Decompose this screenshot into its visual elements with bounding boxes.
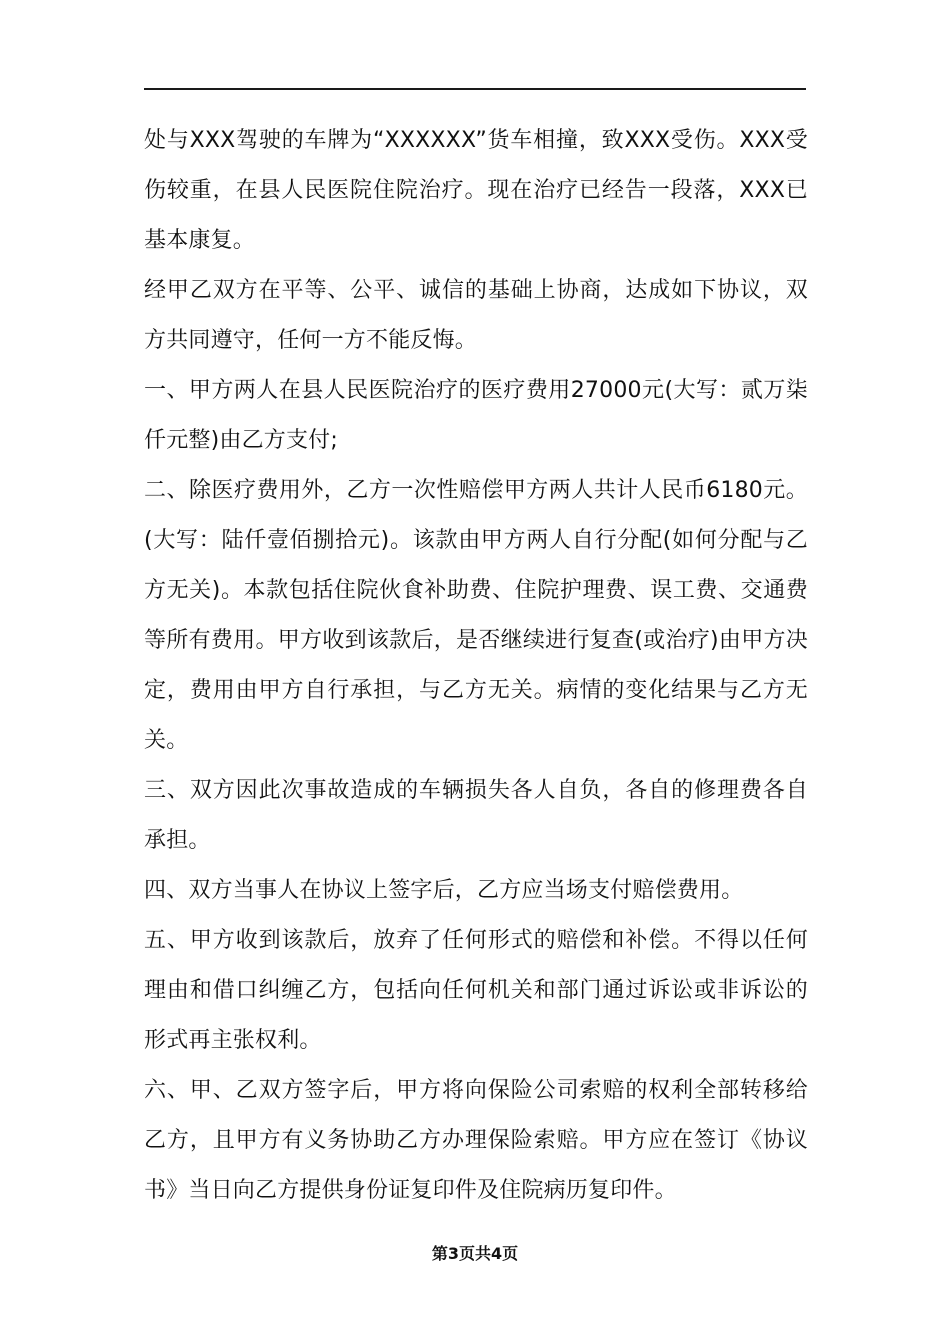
header-divider bbox=[144, 88, 806, 90]
paragraph-clause-3: 三、双方因此次事故造成的车辆损失各人自负，各自的修理费各自承担。 bbox=[144, 778, 808, 853]
paragraph-clause-6: 六、甲、乙双方签字后，甲方将向保险公司索赔的权利全部转移给乙方，且甲方有义务协助乙方办理保险索赔。甲方应在签订《协议书》当日向乙方提供身份证复印件及住院病历复印件。 bbox=[144, 1078, 808, 1203]
paragraph-agreement-intro: 经甲乙双方在平等、公平、诚信的基础上协商，达成如下协议，双方共同遵守，任何一方不能反悔。 bbox=[144, 278, 808, 353]
paragraph-clause-2: 二、除医疗费用外，乙方一次性赔偿甲方两人共计人民币6180元。(大写：陆仟壹佰捌拾元)。该款由甲方两人自行分配(如何分配与乙方无关)。本款包括住院伙食补助费、住院护理费、误工费、交通费等所有费用。甲方收到该款后，是否继续进行复查(或治疗)由甲方决定，费用由甲方自行承担，与乙方无关。病情的变化结果与乙方无关。 bbox=[144, 478, 808, 753]
paragraph-accident-description: 处与XXX驾驶的车牌为“XXXXXX”货车相撞，致XXX受伤。XXX受伤较重，在县人民医院住院治疗。现在治疗已经告一段落，XXX已基本康复。 bbox=[144, 128, 808, 253]
paragraph-clause-1: 一、甲方两人在县人民医院治疗的医疗费用27000元(大写：贰万柒仟元整)由乙方支付; bbox=[144, 378, 808, 453]
paragraph-clause-4: 四、双方当事人在协议上签字后，乙方应当场支付赔偿费用。 bbox=[144, 878, 744, 903]
paragraph-clause-5: 五、甲方收到该款后，放弃了任何形式的赔偿和补偿。不得以任何理由和借口纠缠乙方，包括向任何机关和部门通过诉讼或非诉讼的形式再主张权利。 bbox=[144, 928, 808, 1053]
page-number-footer: 第3页共4页 bbox=[431, 1244, 519, 1263]
document-body bbox=[144, 116, 808, 1216]
